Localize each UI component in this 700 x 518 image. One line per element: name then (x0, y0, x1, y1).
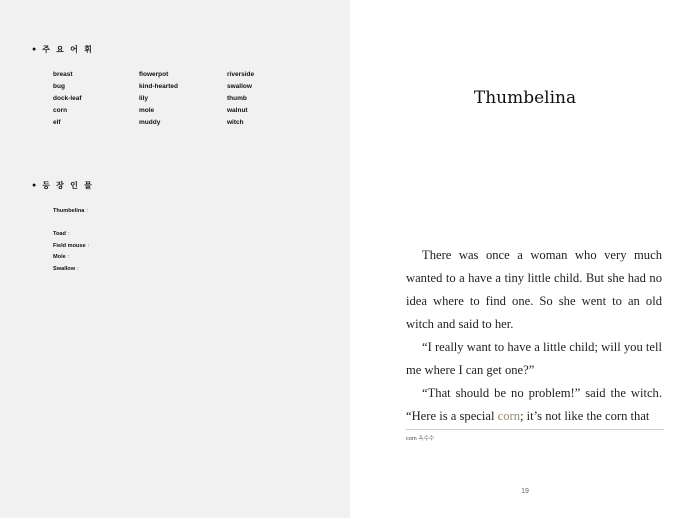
vocab-word: dock-leaf (53, 95, 82, 102)
vocab-word: flowerpot (139, 71, 169, 78)
character-separator: : (77, 265, 79, 272)
story-text: “That should be no problem!” said the witch. “Here is a special (406, 386, 662, 423)
character-separator: : (67, 254, 70, 260)
character-entry (53, 218, 303, 230)
character-entry (53, 229, 303, 241)
story-paragraph: “I really want to have a little child; will you tell me where I can get one?” (406, 340, 662, 377)
character-entry (53, 275, 303, 287)
story-paragraph (406, 382, 662, 428)
footnote (406, 434, 434, 442)
character-separator: : (86, 208, 88, 214)
character-name: Field mouse (53, 242, 86, 249)
character-separator: : (87, 242, 90, 249)
characters-heading (32, 180, 94, 191)
vocab-word: lily (139, 95, 149, 102)
story-body (406, 244, 662, 428)
page-number: 19 (521, 488, 529, 495)
vocab-word: bug (53, 83, 65, 90)
story-title: Thumbelina (473, 88, 577, 108)
character-entry (53, 264, 303, 276)
character-name: Mole (53, 254, 66, 260)
vocab-list (53, 71, 303, 126)
character-entry (53, 241, 303, 253)
character-name: Thumbelina (53, 208, 85, 214)
character-name: Swallow (53, 265, 76, 272)
bullet-icon: ● (32, 182, 39, 189)
vocab-heading (32, 44, 94, 55)
character-separator: : (67, 231, 70, 237)
bullet-icon: ● (32, 46, 39, 53)
characters-heading-text: 등 장 인 물 (42, 181, 94, 190)
vocab-heading-text: 주 요 어 휘 (42, 45, 94, 54)
character-entry (53, 206, 303, 218)
vocab-word: swallow (227, 83, 252, 90)
vocab-word: thumb (227, 95, 247, 102)
vocab-word: witch (227, 119, 244, 126)
vocab-word: breast (53, 71, 73, 78)
vocab-word: corn (53, 107, 68, 114)
footnote-gloss: 옥수수 (418, 436, 435, 442)
right-page (350, 0, 700, 518)
footnote-term: corn (406, 436, 417, 442)
vocab-word: kind-hearted (139, 83, 179, 90)
story-text: ; it’s not like the corn that (520, 409, 650, 423)
highlighted-vocab-word: corn (497, 409, 520, 423)
story-paragraph: There was once a woman who very much wanted to a have a tiny little child. But she had no idea where to find one. So she went to an old witch and said to her. (406, 248, 662, 331)
vocab-word: walnut (227, 107, 248, 114)
vocab-word: mole (139, 107, 155, 114)
character-name: Toad (53, 231, 66, 237)
vocab-word: muddy (139, 119, 161, 126)
character-entry (53, 252, 303, 264)
vocab-word: elf (53, 119, 61, 126)
footnote-divider (406, 429, 664, 430)
characters-list (53, 206, 303, 287)
vocab-word: riverside (227, 71, 255, 78)
